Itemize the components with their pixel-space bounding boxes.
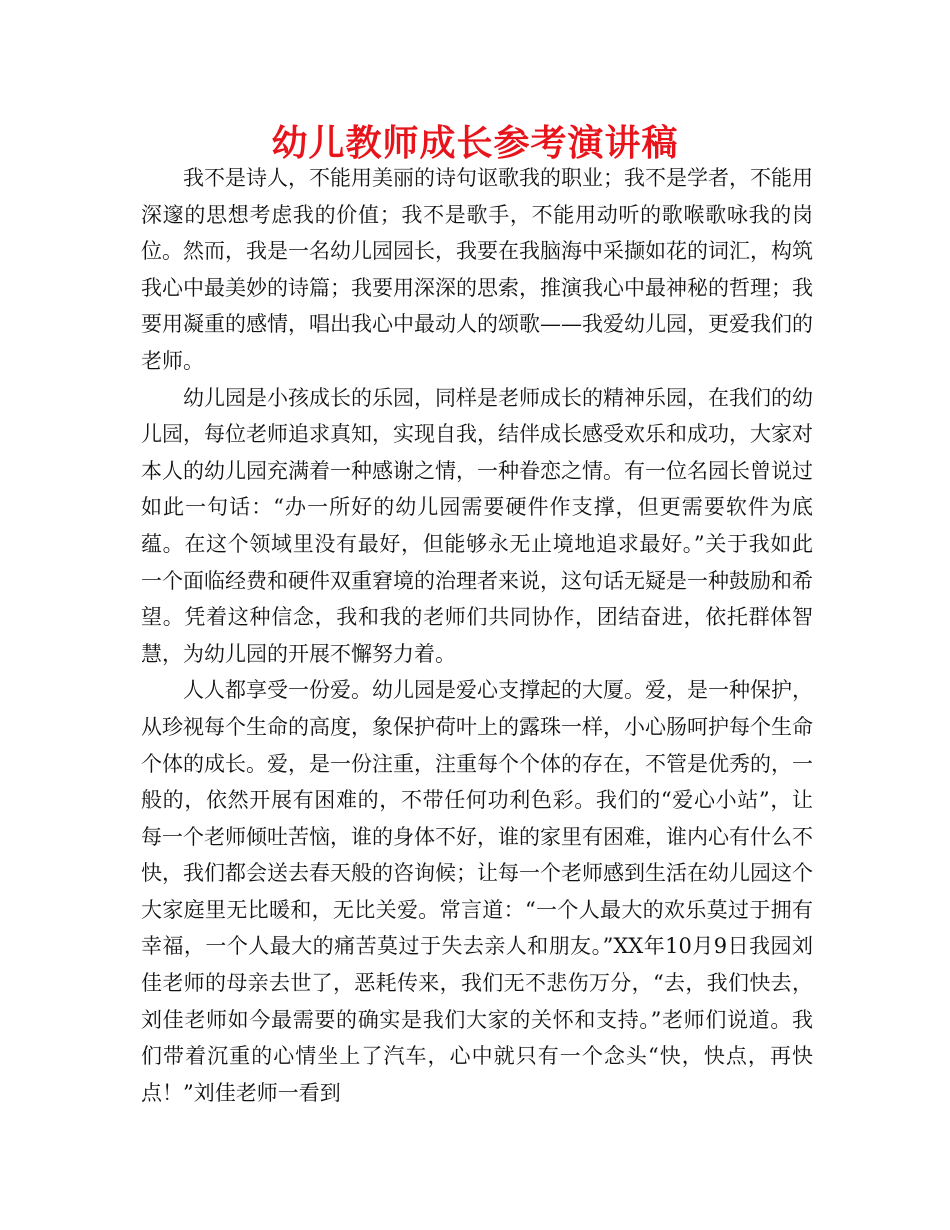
document-title: 幼儿教师成长参考演讲稿 xyxy=(271,122,679,164)
paragraph-3: 人人都享受一份爱。幼儿园是爱心支撑起的大厦。爱，是一种保护，从珍视每个生命的高度，象保护荷叶上的露珠一样，小心肠呵护每个生命个体的成长。爱，是一份注重，注重每个个体的存在，不管是优秀的，一般的，依然开展有困难的，不带任何功利色彩。我们的“爱心小站”，让每一个老师倾吐苦恼，谁的身体不好，谁的家里有困难，谁内心有什么不快，我们都会送去春天般的咨询候；让每一个老师感到生活在幼儿园这个大家庭里无比暖和，无比关爱。常言道：“一个人最大的欢乐莫过于拥有幸福，一个人最大的痛苦莫过于失去亲人和朋友。”XX年10月9日我园刘佳老师的母亲去世了，恶耗传来，我们无不悲伤万分，“去，我们快去，刘佳老师如今最需要的确实是我们大家的关怀和支持。”老师们说道。我们带着沉重的心情坐上了汽车，心中就只有一个念头“快，快点，再快点！”刘佳老师一看到 xyxy=(141,678,813,1105)
paragraph-2: 幼儿园是小孩成长的乐园，同样是老师成长的精神乐园，在我们的幼儿园，每位老师追求真知，实现自我，结伴成长感受欢乐和成功，大家对本人的幼儿园充满着一种感谢之情，一种眷恋之情。有一位名园长曾说过如此一句话：“办一所好的幼儿园需要硬件作支撑，但更需要软件为底蕴。在这个领域里没有最好，但能够永无止境地追求最好。”关于我如此一个面临经费和硬件双重窘境的治理者来说，这句话无疑是一种鼓励和希望。凭着这种信念，我和我的老师们共同协作，团结奋进，依托群体智慧，为幼儿园的开展不懈努力着。 xyxy=(141,385,813,666)
paragraph-1: 我不是诗人，不能用美丽的诗句讴歌我的职业；我不是学者，不能用深邃的思想考虑我的价值；我不是歌手，不能用动听的歌喉歌咏我的岗位。然而，我是一名幼儿园园长，我要在我脑海中采撷如花的词汇，构筑我心中最美妙的诗篇；我要用深深的思索，推演我心中最神秘的哲理；我要用凝重的感情，唱出我心中最动人的颂歌——我爱幼儿园，更爱我们的老师。 xyxy=(141,166,813,373)
document-body xyxy=(141,160,813,1111)
